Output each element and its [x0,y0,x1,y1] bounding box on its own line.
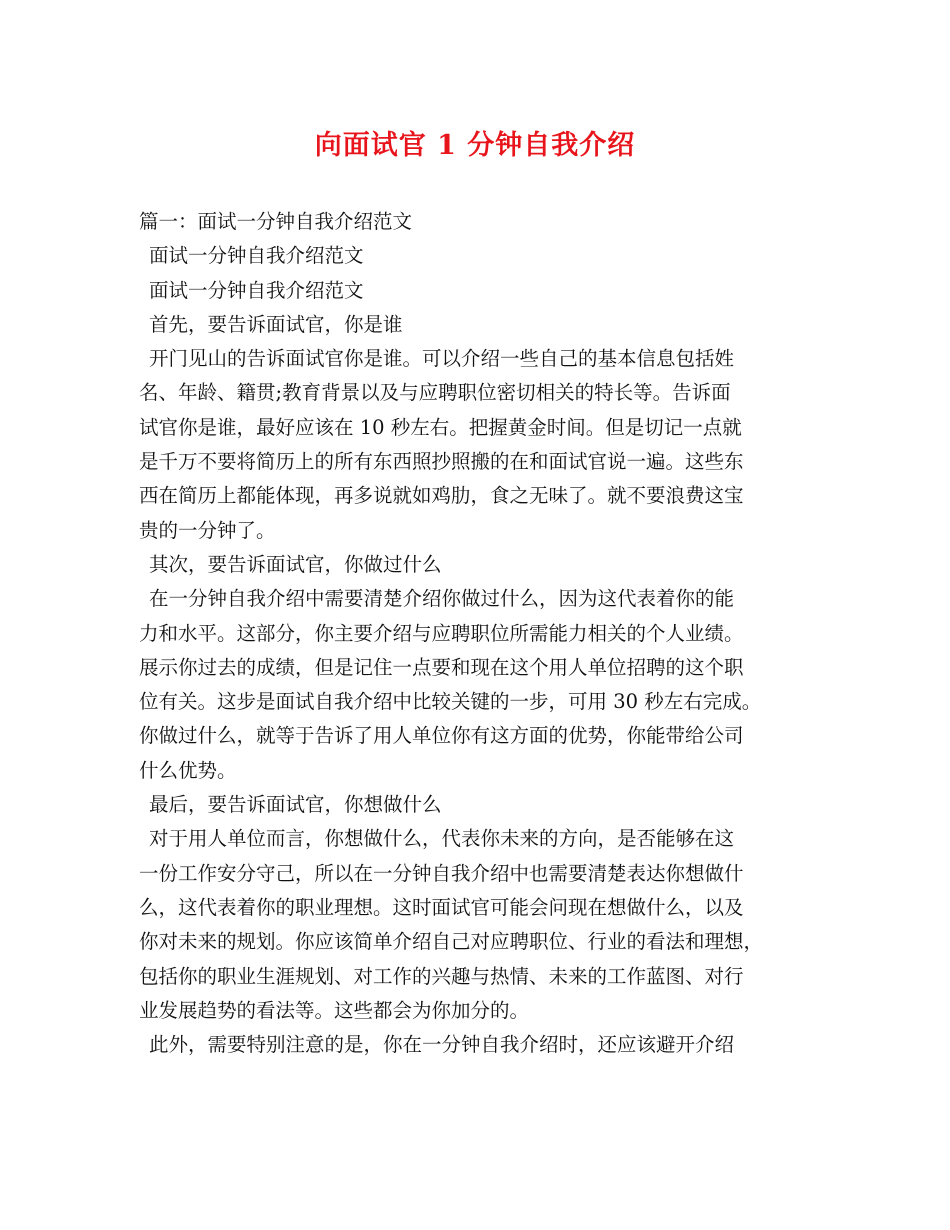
paragraph-line: 你对未来的规划。你应该简单介绍自己对应聘职位、行业的看法和理想， [139,930,764,954]
paragraph-line: 包括你的职业生涯规划、对工作的兴趣与热情、未来的工作蓝图、对行 [139,964,744,988]
page-title: 向面试官 1 分钟自我介绍 [314,130,636,161]
paragraph-line: 你做过什么，就等于告诉了用人单位你有这方面的优势，你能带给公司 [139,724,744,748]
paragraph-line: 开门见山的告诉面试官你是谁。可以介绍一些自己的基本信息包括姓 [149,347,735,371]
section-heading: 篇一：面试一分钟自我介绍范文 [139,210,413,233]
paragraph-line: 是千万不要将简历上的所有东西照抄照搬的在和面试官说一遍。这些东 [139,450,744,474]
document-body [139,205,819,1062]
paragraph-line: 名、年龄、籍贯;教育背景以及与应聘职位密切相关的特长等。告诉面 [139,381,731,405]
paragraph-line: 展示你过去的成绩，但是记住一点要和现在这个用人单位招聘的这个职 [139,655,744,679]
point-heading: 首先，要告诉面试官，你是谁 [149,312,403,336]
paragraph-line: 什么优势。 [139,758,237,782]
paragraph-line: 在一分钟自我介绍中需要清楚介绍你做过什么，因为这代表着你的能 [149,587,735,611]
paragraph-line: 贵的一分钟了。 [139,518,276,542]
paragraph-line: 一份工作安分守己，所以在一分钟自我介绍中也需要清楚表达你想做什 [139,861,744,885]
paragraph-line: 业发展趋势的看法等。这些都会为你加分的。 [139,998,530,1022]
paragraph-line: 位有关。这步是面试自我介绍中比较关键的一步，可用 30 秒左右完成。 [139,690,762,714]
point-heading: 最后，要告诉面试官，你想做什么 [149,793,442,817]
paragraph-line: 对于用人单位而言，你想做什么，代表你未来的方向，是否能够在这 [149,827,735,851]
paragraph-line: 西在简历上都能体现，再多说就如鸡肋，食之无味了。就不要浪费这宝 [139,484,744,508]
subtitle-line: 面试一分钟自我介绍范文 [149,244,364,268]
point-heading: 其次，要告诉面试官，你做过什么 [149,552,442,576]
paragraph-line: 力和水平。这部分，你主要介绍与应聘职位所需能力相关的个人业绩。 [139,621,744,645]
subtitle-line: 面试一分钟自我介绍范文 [149,278,364,302]
paragraph-line: 此外，需要特别注意的是，你在一分钟自我介绍时，还应该避开介绍 [149,1033,735,1057]
paragraph-line: 试官你是谁，最好应该在 10 秒左右。把握黄金时间。但是切记一点就 [139,415,742,439]
paragraph-line: 么，这代表着你的职业理想。这时面试官可能会问现在想做什么，以及 [139,895,744,919]
